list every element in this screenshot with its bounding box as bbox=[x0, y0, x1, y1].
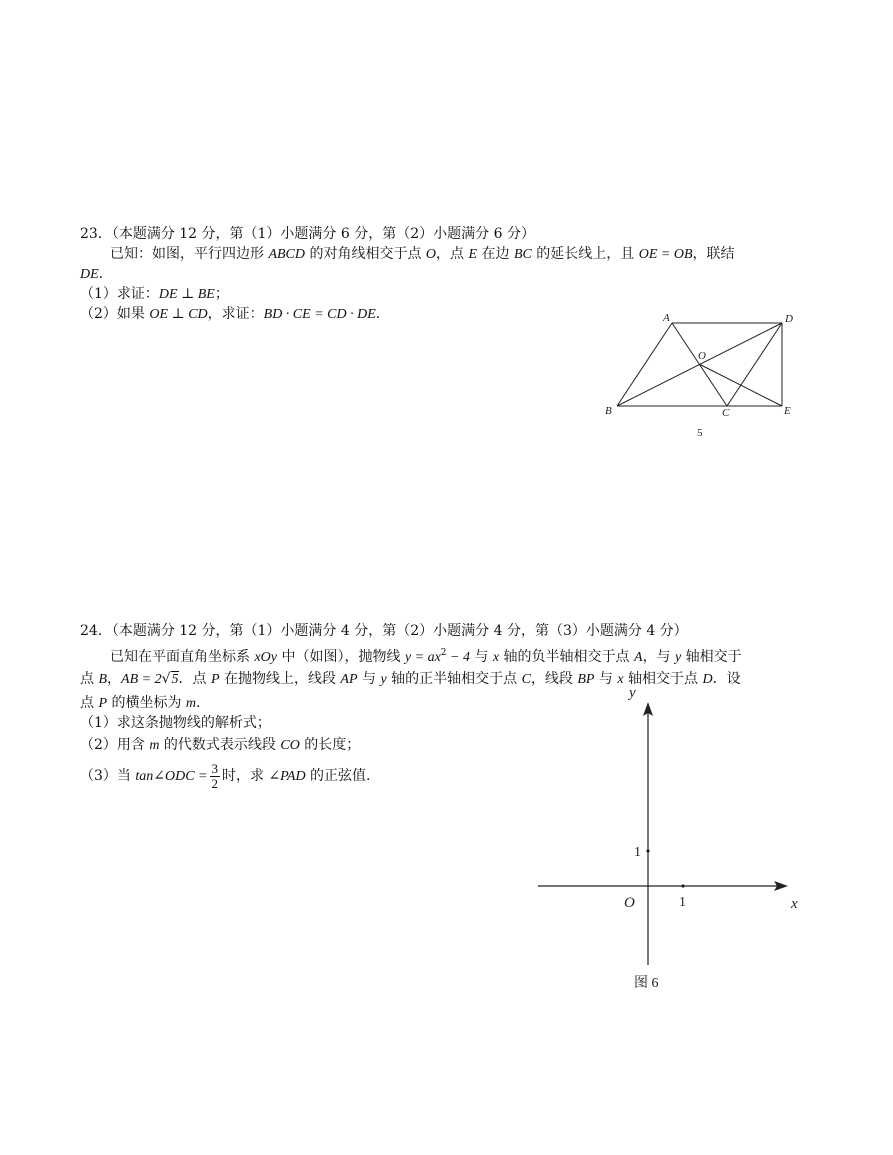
q23-part1: （1）求证：DE ⊥ BE； bbox=[80, 286, 229, 302]
diagonal-ac bbox=[672, 323, 727, 406]
q23-part2: （2）如果 OE ⊥ CD，求证：BD · CE = CD · DE. bbox=[80, 306, 381, 322]
tick-x-1 bbox=[681, 884, 684, 887]
tick-x-label: 1 bbox=[679, 895, 686, 910]
label-o: O bbox=[698, 350, 706, 362]
q23-statement-line1: 已知：如图，平行四边形 ABCD 的对角线相交于点 O，点 E 在边 BC 的延长线上，且 OE = OB，联结 bbox=[110, 246, 735, 262]
y-axis-label: y bbox=[629, 685, 636, 701]
fraction-three-halves: $\frac{3}{2}$ bbox=[211, 760, 218, 791]
tick-y-label: 1 bbox=[634, 845, 641, 860]
label-b: B bbox=[605, 405, 612, 417]
label-d: D bbox=[785, 313, 793, 325]
q24-part1: （1）求这条抛物线的解析式； bbox=[80, 715, 271, 731]
origin-label: O bbox=[624, 895, 635, 911]
y-axis-arrow-icon bbox=[643, 702, 653, 716]
q24-statement-line2: 点 B，AB = 2√5．点 P 在抛物线上，线段 AP 与 y 轴的正半轴相交于点 C，线段 BP 与 x 轴相交于点 D．设 bbox=[80, 671, 741, 687]
segment-cd bbox=[727, 323, 782, 406]
q24-part2: （2）用含 m 的代数式表示线段 CO 的长度； bbox=[80, 737, 361, 753]
q23-header: 23．（本题满分 12 分，第（1）小题满分 6 分，第（2）小题满分 6 分） bbox=[80, 226, 535, 242]
label-e: E bbox=[784, 405, 791, 417]
q24-header: 24．（本题满分 12 分，第（1）小题满分 4 分，第（2）小题满分 4 分，第（3）小题满分 4 分） bbox=[80, 623, 688, 639]
diagonal-bd bbox=[617, 323, 782, 406]
x-axis-label: x bbox=[791, 896, 798, 912]
q24-statement-line3: 点 P 的横坐标为 m. bbox=[80, 695, 201, 711]
label-c: C bbox=[722, 407, 730, 419]
q24-statement-line1: 已知在平面直角坐标系 xOy 中（如图），抛物线 $y = ax^2 - 4$ 与 x 轴的负半轴相交于点 A，与 y 轴相交于 bbox=[110, 648, 742, 665]
segment-oe bbox=[699, 364, 782, 406]
tick-y-1 bbox=[646, 849, 649, 852]
label-a: A bbox=[663, 312, 670, 324]
q23-statement-line2: DE. bbox=[80, 266, 104, 282]
segment-ab bbox=[617, 323, 672, 406]
x-axis-arrow-icon bbox=[774, 881, 788, 891]
q24-part3: （3）当 tan∠ODC = $\frac{3}{2}$ 时，求 ∠PAD 的正弦值. bbox=[80, 760, 371, 791]
q23-figure-caption: 5 bbox=[697, 427, 703, 439]
q24-figure-caption: 图 6 bbox=[634, 976, 659, 991]
